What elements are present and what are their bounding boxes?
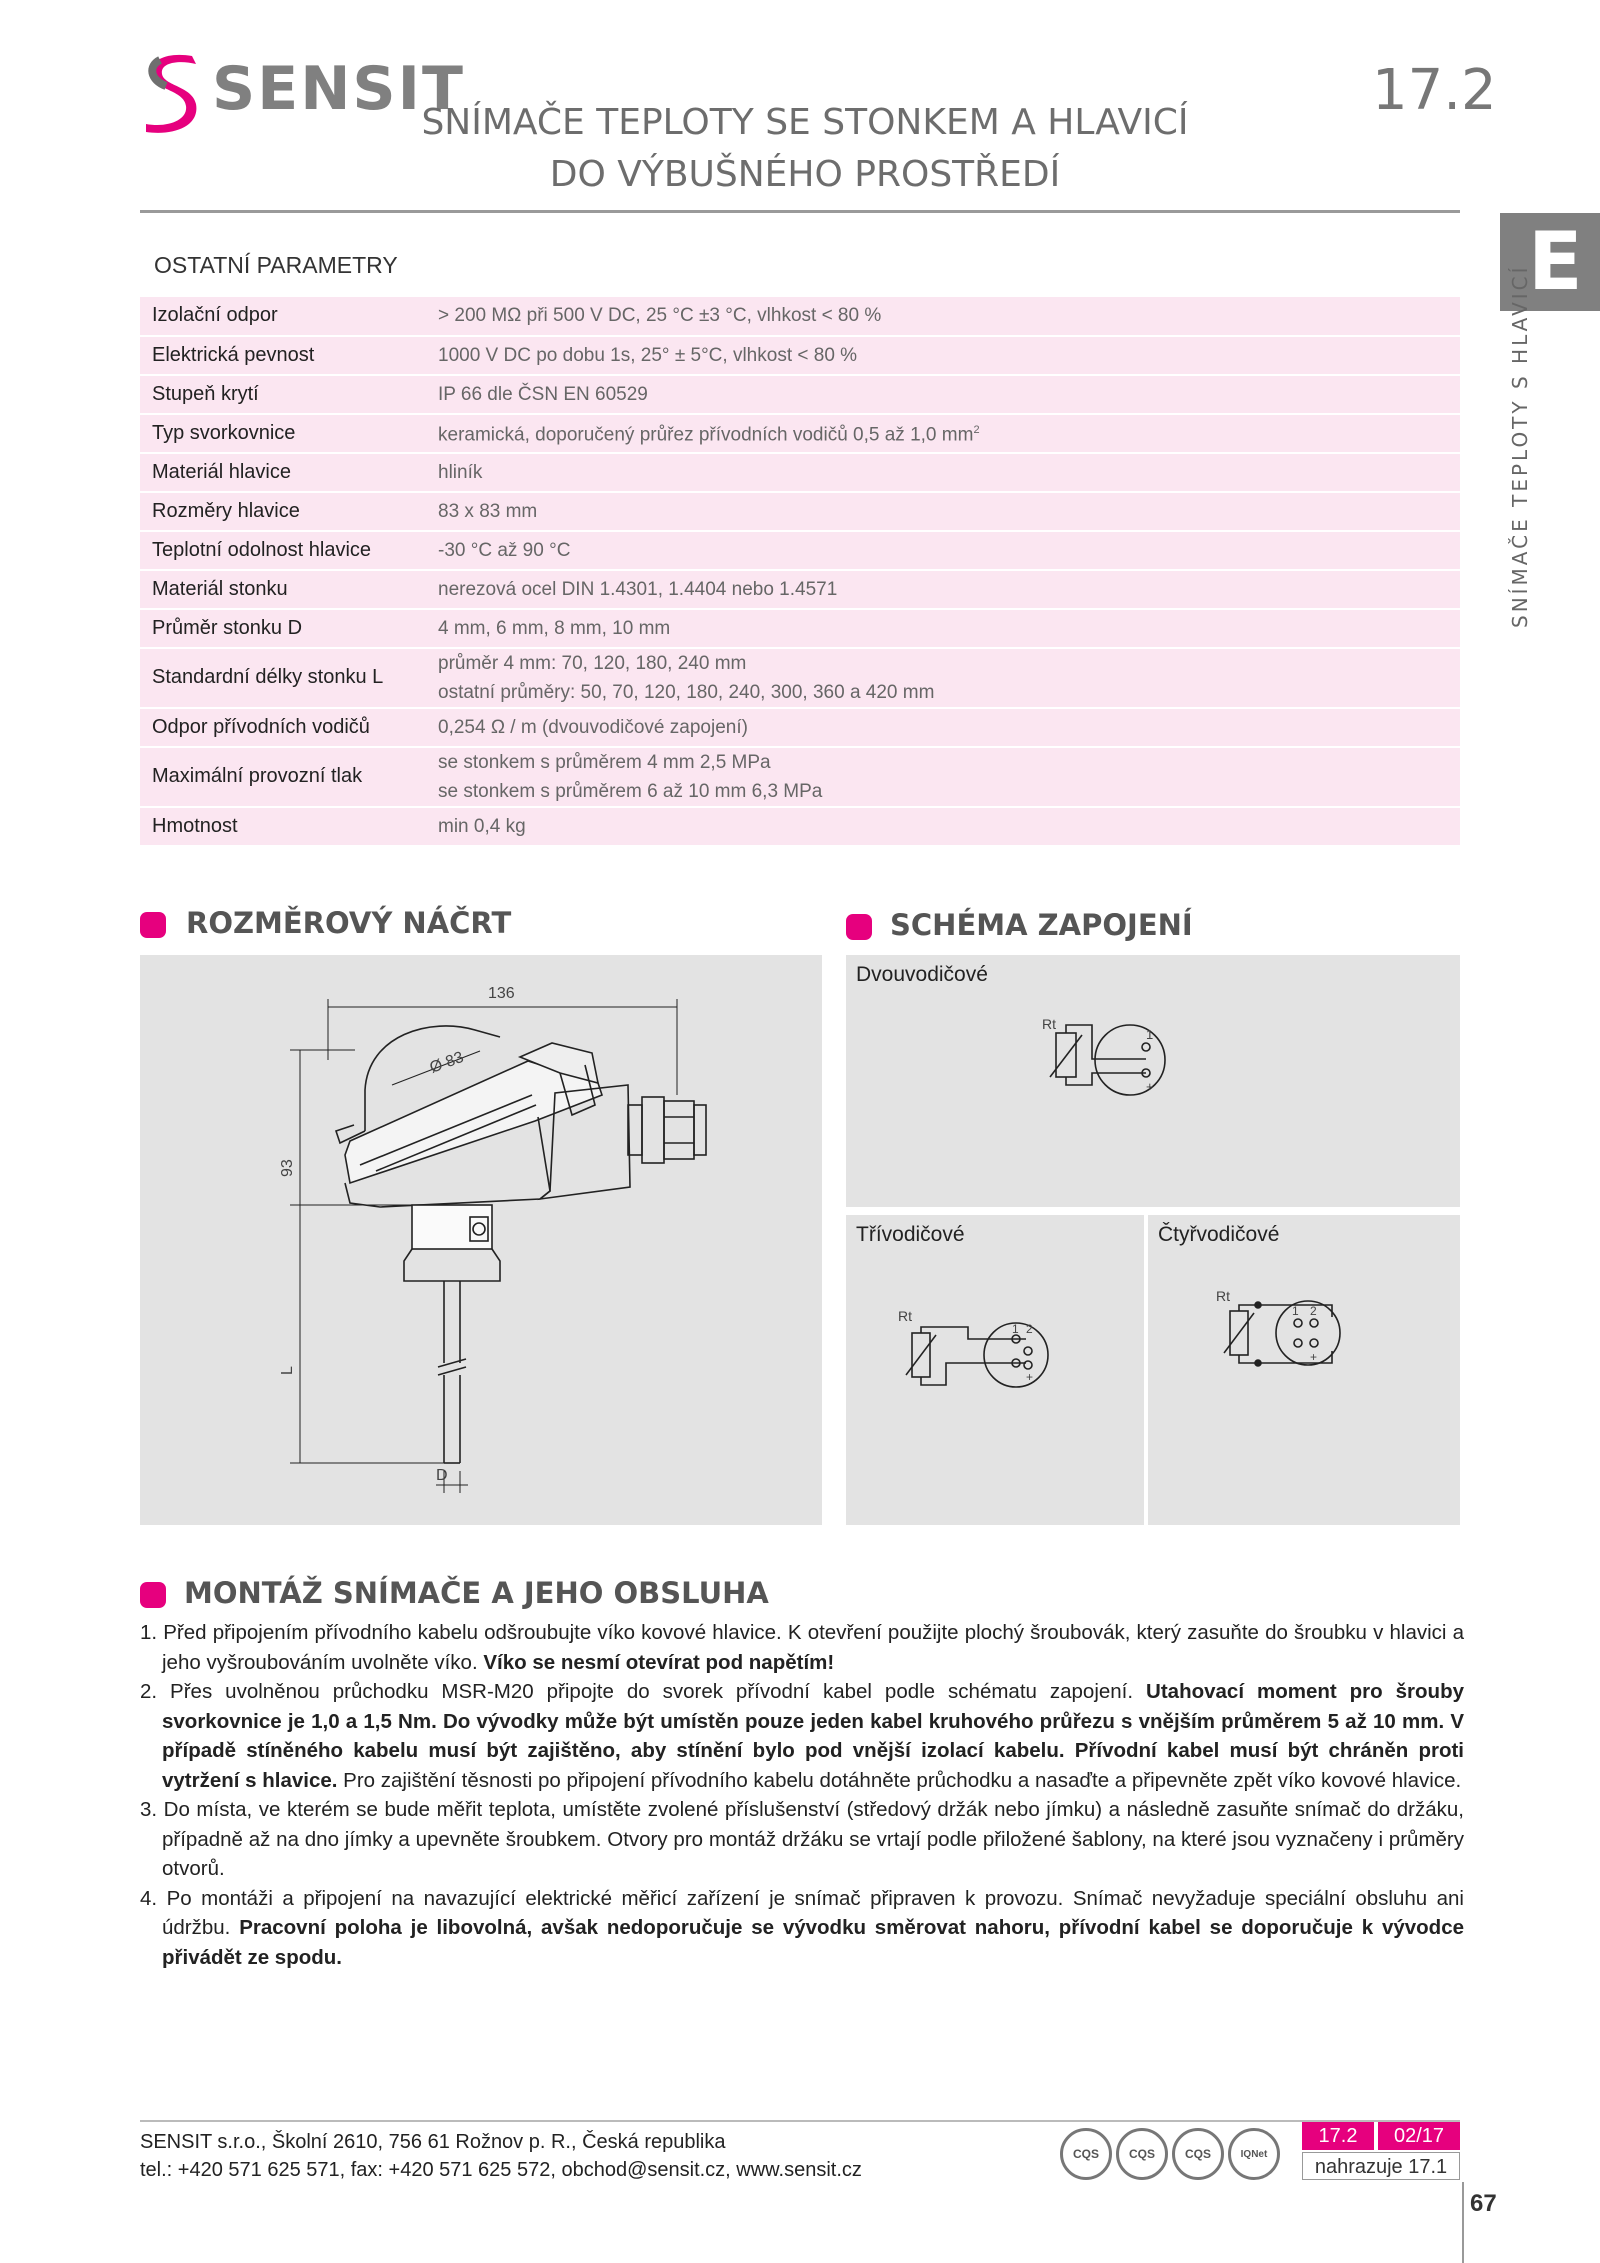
three-wire-plus: + (1026, 1370, 1034, 1384)
param-row (140, 570, 1460, 609)
section-bullet (140, 912, 166, 938)
param-row (140, 609, 1460, 648)
two-wire-diagram (846, 955, 1460, 1207)
four-wire-plus: + (1310, 1350, 1318, 1364)
side-label: SNÍMAČE TEPLOTY S HLAVICÍ (1508, 264, 1532, 628)
param-key: Průměr stonku D (140, 609, 426, 648)
param-key: Hmotnost (140, 807, 426, 846)
version-badge: 17.2 (1302, 2122, 1374, 2150)
param-key: Elektrická pevnost (140, 336, 426, 375)
param-value: 83 x 83 mm (426, 492, 1460, 531)
dim-height-label: 93 (279, 1159, 296, 1177)
page-number: 67 (1470, 2190, 1497, 2217)
instruction-3: 3. Do místa, ve kterém se bude měřit teplota, umístěte zvolené příslušenství (středový držák nebo jímku) a následně zasuňte snímač do držáku, případně až na dno jímky a upevněte šroubkem. Otvory pro montáž držáku se vrtají podle přiložené šablony, na které jsou vyznačeny i průměry otvorů. (140, 1798, 1464, 1880)
three-wire-rt: Rt (898, 1308, 912, 1324)
param-key: Stupeň krytí (140, 375, 426, 414)
four-wire-label: Čtyřvodičové (1158, 1223, 1280, 1246)
three-wire-t1: 1 (1012, 1322, 1019, 1336)
param-row (140, 336, 1460, 375)
wiring-heading: SCHÉMA ZAPOJENÍ (890, 908, 1193, 942)
param-key: Materiál hlavice (140, 453, 426, 492)
three-wire-label: Třívodičové (856, 1223, 965, 1246)
three-wire-panel (846, 1215, 1144, 1525)
dim-width-label: 136 (488, 985, 515, 1002)
cert-badge-icon: CQS (1060, 2128, 1112, 2180)
page-number-divider (1462, 2182, 1464, 2263)
param-row (140, 297, 1460, 336)
param-key: Teplotní odolnost hlavice (140, 531, 426, 570)
date-badge: 02/17 (1378, 2122, 1460, 2150)
param-value: 1000 V DC po dobu 1s, 25° ± 5°C, vlhkost < 80 % (426, 336, 1460, 375)
param-key: Standardní délky stonku L (140, 648, 426, 708)
two-wire-label: Dvouvodičové (856, 963, 988, 986)
param-row (140, 648, 1460, 708)
param-key: Materiál stonku (140, 570, 426, 609)
dim-d-label: D (436, 1467, 448, 1484)
param-row (140, 414, 1460, 453)
page-title-line2: DO VÝBUŠNÉHO PROSTŘEDÍ (549, 154, 1061, 195)
header-rule (140, 210, 1460, 213)
param-row (140, 375, 1460, 414)
params-title: OSTATNÍ PARAMETRY (154, 252, 398, 278)
param-value: se stonkem s průměrem 4 mm 2,5 MPa se stonkem s průměrem 6 až 10 mm 6,3 MPa (426, 747, 1460, 807)
param-value: 0,254 Ω / m (dvouvodičové zapojení) (426, 708, 1460, 747)
company-address (140, 2128, 862, 2184)
footer-rule (140, 2120, 1460, 2122)
param-value: 4 mm, 6 mm, 8 mm, 10 mm (426, 609, 1460, 648)
two-wire-panel (846, 955, 1460, 1207)
cert-badge-icon: CQS (1172, 2128, 1224, 2180)
cert-badge-icon: CQS (1116, 2128, 1168, 2180)
param-row (140, 453, 1460, 492)
logo-text: SENSIT (212, 54, 465, 124)
replaces-note: nahrazuje 17.1 (1302, 2152, 1460, 2180)
dim-length-label: L (279, 1366, 296, 1375)
param-row (140, 492, 1460, 531)
param-key: Maximální provozní tlak (140, 747, 426, 807)
param-value: nerezová ocel DIN 1.4301, 1.4404 nebo 1.4571 (426, 570, 1460, 609)
two-wire-plus: + (1146, 1079, 1154, 1094)
footer-line2: tel.: +420 571 625 571, fax: +420 571 625 572, obchod@sensit.cz, www.sensit.cz (140, 2159, 862, 2181)
param-value: -30 °C až 90 °C (426, 531, 1460, 570)
param-key: Rozměry hlavice (140, 492, 426, 531)
sketch-panel (140, 955, 822, 1525)
iqnet-badge-icon: IQNet (1228, 2128, 1280, 2180)
instructions (140, 1618, 1464, 1972)
param-row (140, 807, 1460, 846)
three-wire-diagram (846, 1215, 1144, 1525)
param-value: min 0,4 kg (426, 807, 1460, 846)
dim-diameter-label: Ø 83 (427, 1048, 466, 1077)
certification-badges (1060, 2128, 1310, 2184)
param-value: IP 66 dle ČSN EN 60529 (426, 375, 1460, 414)
instruction-4: 4. Po montáži a připojení na navazující elektrické měřicí zařízení je snímač připraven k provozu. Snímač nevyžaduje speciální obsluhu ani údržbu. Pracovní poloha je libovolná, avšak nedoporučuje se vývodku směrovat nahoru, přívodní kabel se doporučuje k vývodce přivádět ze spodu. (140, 1886, 1464, 1969)
four-wire-t2: 2 (1310, 1304, 1317, 1318)
two-wire-rt: Rt (1042, 1016, 1056, 1032)
dimension-drawing (140, 955, 822, 1525)
param-value: průměr 4 mm: 70, 120, 180, 240 mm ostatní průměry: 50, 70, 120, 180, 240, 300, 360 a 420 mm (426, 648, 1460, 708)
param-row (140, 747, 1460, 807)
page-title-line1: SNÍMAČE TEPLOTY SE STONKEM A HLAVICÍ (421, 102, 1189, 143)
section-bullet (140, 1582, 166, 1608)
instruction-1: 1. Před připojením přívodního kabelu odšroubujte víko kovové hlavice. K otevření použijte plochý šroubovák, který zasuňte do šroubku v hlavici a jeho vyšroubováním uvolněte víko. Víko se nesmí otevírat pod napětím! (140, 1621, 1464, 1674)
param-row (140, 531, 1460, 570)
footer-line1: SENSIT s.r.o., Školní 2610, 756 61 Rožnov p. R., Česká republika (140, 2131, 726, 2153)
param-value: hliník (426, 453, 1460, 492)
four-wire-rt: Rt (1216, 1288, 1230, 1304)
instruction-2: 2. Přes uvolněnou průchodku MSR-M20 připojte do svorek přívodní kabel podle schématu zapojení. Utahovací moment pro šrouby svorkovnice je 1,0 a 1,5 Nm. Do vývodky může být umístěn pouze jeden kabel kruhového průřezu s vnějším průměrem 5 až 10 mm. V případě stíněného kabelu musí být zajištěno, aby stínění bylo pod vnější izolací kabelu. Přívodní kabel musí být chráněn proti vytržení s hlavice. Pro zajištění těsnosti po připojení přívodního kabelu dotáhněte průchodku a nasaďte a připevněte zpět víko kovové hlavice. (140, 1680, 1464, 1792)
section-bullet (846, 914, 872, 940)
montaz-heading: MONTÁŽ SNÍMAČE A JEHO OBSLUHA (184, 1576, 769, 1610)
two-wire-t1: 1 (1146, 1027, 1154, 1042)
param-key: Odpor přívodních vodičů (140, 708, 426, 747)
param-row (140, 708, 1460, 747)
param-value: > 200 MΩ při 500 V DC, 25 °C ±3 °C, vlhkost < 80 % (426, 297, 1460, 336)
logo-s-icon (140, 50, 202, 134)
three-wire-t2: 2 (1026, 1322, 1033, 1336)
param-value: keramická, doporučený průřez přívodních vodičů 0,5 až 1,0 $mm^2$ (426, 414, 1460, 453)
side-tab-letter: E (1528, 215, 1583, 308)
params-table (140, 296, 1460, 847)
four-wire-panel (1148, 1215, 1460, 1525)
sketch-heading: ROZMĚROVÝ NÁČRT (186, 906, 512, 940)
param-key: Typ svorkovnice (140, 414, 426, 453)
four-wire-diagram (1148, 1215, 1460, 1525)
section-number: 17.2 (1372, 58, 1497, 123)
param-key: Izolační odpor (140, 297, 426, 336)
four-wire-t1: 1 (1292, 1304, 1299, 1318)
